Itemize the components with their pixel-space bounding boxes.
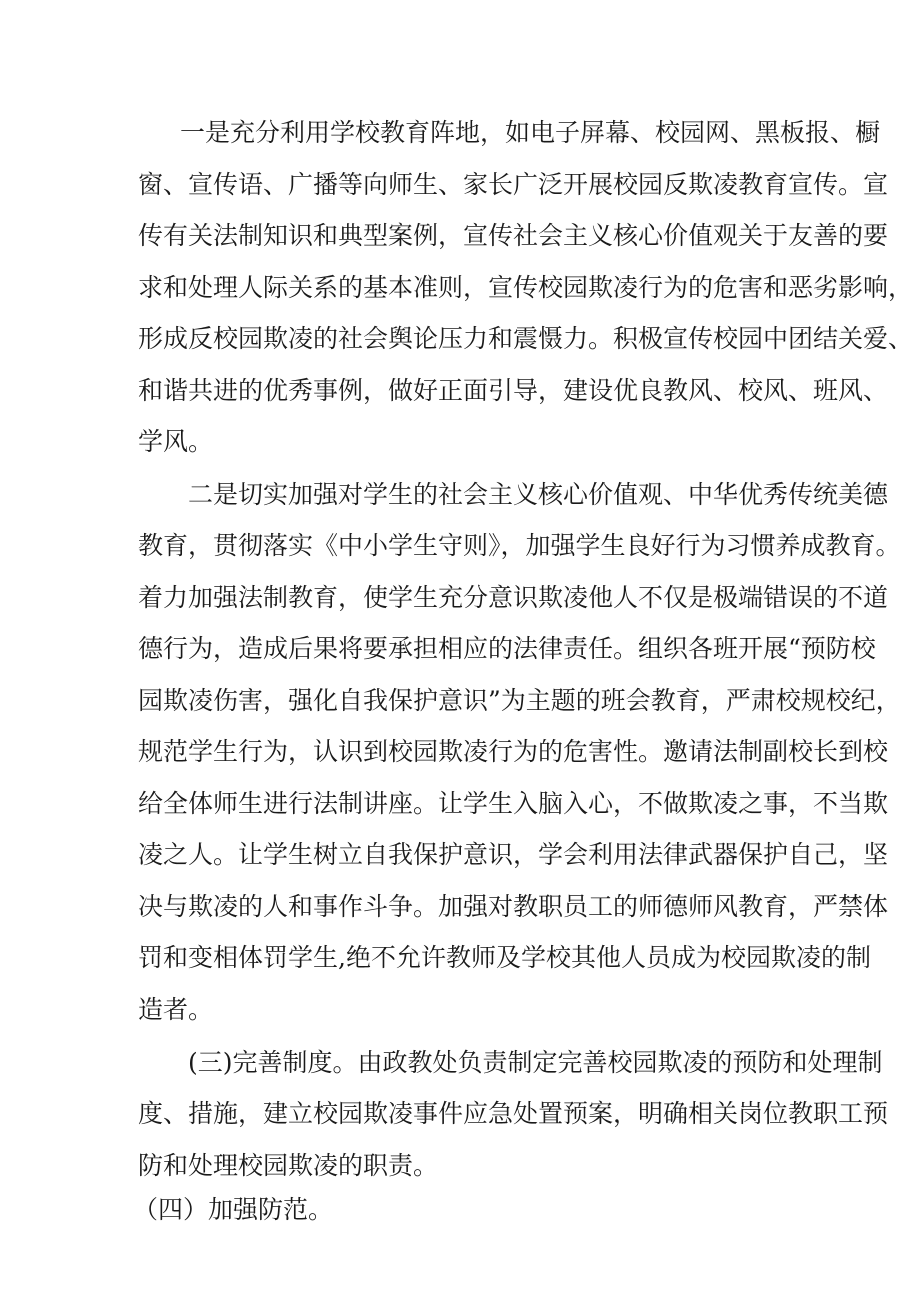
text-line: 一是充分利用学校教育阵地，如电子屏幕、校园网、黑板报、橱 <box>180 118 881 147</box>
text-line: 窗、宣传语、广播等向师生、家长广泛开展校园反欺凌教育宣传。宣 <box>138 170 889 199</box>
text-line: 教育，贯彻落实《中小学生守则》，加强学生良好行为习惯养成教育。 <box>138 531 901 560</box>
text-line: 防和处理校园欺凌的职责。 <box>138 1151 439 1180</box>
text-line: 德行为，造成后果将要承担相应的法律责任。组织各班开展“预防校 <box>138 634 876 663</box>
text-line: 造者。 <box>138 995 214 1024</box>
text-line: 形成反校园欺凌的社会舆论压力和震慑力。积极宣传校园中团结关爱、 <box>138 324 914 353</box>
text-line: 二是切实加强对学生的社会主义核心价值观、中华优秀传统美德 <box>188 480 889 509</box>
text-line: 凌之人。让学生树立自我保护意识，学会利用法律武器保护自己，坚 <box>138 840 889 869</box>
text-line: 园欺凌伤害，强化自我保护意识”为主题的班会教育，严肃校规校纪， <box>138 686 901 715</box>
text-line: (三)完善制度。由政教处负责制定完善校园欺凌的预防和处理制 <box>188 1048 883 1077</box>
text-line: 给全体师生进行法制讲座。让学生入脑入心，不做欺凌之事，不当欺 <box>138 789 889 818</box>
text-line: 决与欺凌的人和事作斗争。加强对教职员工的师德师风教育，严禁体 <box>138 892 889 921</box>
text-line: 度、措施，建立校园欺凌事件应急处置预案，明确相关岗位教职工预 <box>138 1099 889 1128</box>
text-line: 求和处理人际关系的基本准则，宣传校园欺凌行为的危害和恶劣影响， <box>138 273 914 302</box>
text-line: 规范学生行为，认识到校园欺凌行为的危害性。邀请法制副校长到校 <box>138 737 889 766</box>
text-line: 传有关法制知识和典型案例，宣传社会主义核心价值观关于友善的要 <box>138 221 889 250</box>
text-line: 罚和变相体罚学生,绝不允许教师及学校其他人员成为校园欺凌的制 <box>138 943 871 972</box>
text-line: 学风。 <box>138 427 214 456</box>
text-line: 着力加强法制教育，使学生充分意识欺凌他人不仅是极端错误的不道 <box>138 583 889 612</box>
text-line: 和谐共进的优秀事例，做好正面引导，建设优良教风、校风、班风、 <box>138 376 889 405</box>
section-heading: （四）加强防范。 <box>133 1195 334 1224</box>
